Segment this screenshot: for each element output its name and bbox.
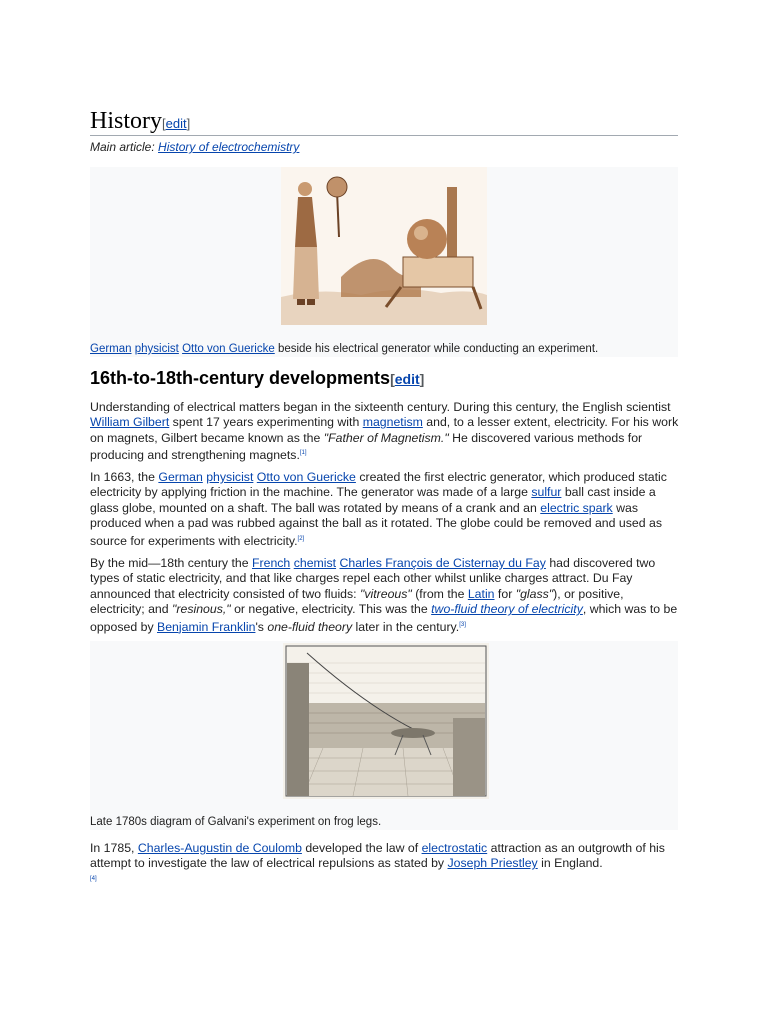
caption-link-physicist[interactable]: physicist bbox=[134, 343, 179, 355]
section-heading-developments bbox=[90, 368, 424, 389]
reference-1[interactable]: [1] bbox=[299, 450, 307, 457]
galvani-illustration[interactable] bbox=[283, 643, 489, 799]
paragraph-gilbert: Understanding of electrical matters began in the sixteenth century. During this century, the English scientist William Gilbert spent 17 years experimenting with magnetism and, to a lesser extent, electricity. For his work on magnets, Gilbert became known as the "Father of Magnetism." He discovered various methods for producing and strengthening magnets.[1] bbox=[90, 400, 679, 463]
link-du-fay[interactable]: Charles François de Cisternay du Fay bbox=[339, 556, 546, 570]
reference-4[interactable]: [4] bbox=[90, 875, 97, 882]
link-coulomb[interactable]: Charles-Augustin de Coulomb bbox=[137, 841, 302, 855]
section-heading-history bbox=[90, 107, 678, 136]
figure-galvani bbox=[90, 641, 678, 830]
figure-caption-galvani: Late 1780s diagram of Galvani's experiment on frog legs. bbox=[90, 816, 382, 828]
paragraph-du-fay: By the mid—18th century the French chemist Charles François de Cisternay du Fay had discovered two types of static electricity, and that like charges repel each other whilst unlike charges attract. Du Fay announced that electricity consisted of two fluids: "vitreous" (from the Latin for "glass"), or positive, electricity; and "resinous," or negative, electricity. This was the two-fluid theory of electricity, which was to be opposed by Benjamin Franklin's one-fluid theory later in the century.[3] bbox=[90, 556, 678, 634]
section-edit-wrapper: [edit] bbox=[390, 371, 425, 387]
page-title: History bbox=[90, 108, 162, 134]
link-sulfur[interactable]: sulfur bbox=[531, 485, 562, 500]
link-chemist[interactable]: chemist bbox=[293, 556, 337, 570]
edit-link[interactable]: edit bbox=[165, 116, 187, 131]
link-two-fluid-theory[interactable]: two-fluid theory of electricity bbox=[431, 602, 583, 617]
link-otto-von-guericke[interactable]: Otto von Guericke bbox=[256, 470, 356, 484]
figure-caption bbox=[90, 343, 598, 355]
main-article-note bbox=[90, 140, 299, 154]
caption-link-guericke[interactable]: Otto von Guericke bbox=[182, 343, 275, 355]
link-german[interactable]: German bbox=[158, 470, 203, 484]
link-joseph-priestley[interactable]: Joseph Priestley bbox=[447, 856, 538, 871]
link-latin[interactable]: Latin bbox=[467, 586, 495, 601]
link-benjamin-franklin[interactable]: Benjamin Franklin bbox=[157, 619, 256, 634]
figure-guericke bbox=[90, 167, 678, 357]
section-title: 16th-to-18th-century developments bbox=[90, 368, 391, 388]
reference-3[interactable]: [3] bbox=[459, 621, 466, 628]
edit-link-wrapper: [edit] bbox=[162, 116, 191, 131]
link-william-gilbert[interactable]: William Gilbert bbox=[90, 415, 170, 430]
caption-text: beside his electrical generator while conducting an experiment. bbox=[274, 343, 599, 355]
reference-2[interactable]: [2] bbox=[297, 535, 305, 542]
link-magnetism[interactable]: magnetism bbox=[362, 415, 423, 430]
section-edit-link[interactable]: edit bbox=[394, 371, 420, 387]
guericke-illustration[interactable] bbox=[281, 167, 487, 325]
link-electrostatic[interactable]: electrostatic bbox=[421, 841, 488, 855]
paragraph-guericke: In 1663, the German physicist Otto von Guericke created the first electric generator, which produced static electricity by applying friction in the machine. The generator was made of a large sulfur ball cast inside a glass globe, mounted on a shaft. The ball was rotated by means of a crank and an electric spark was produced when a pad was rubbed against the ball as it rotated. The globe could be removed and used as source for experiments with electricity.[2] bbox=[90, 470, 667, 548]
caption-link-german[interactable]: German bbox=[90, 343, 132, 355]
link-electric-spark[interactable]: electric spark bbox=[540, 500, 613, 515]
main-article-link[interactable]: History of electrochemistry bbox=[158, 140, 300, 154]
paragraph-coulomb: In 1785, Charles-Augustin de Coulomb developed the law of electrostatic attraction as an outgrowth of his attempt to investigate the law of electrical repulsions as stated by Joseph Priestley in England. [4] bbox=[90, 841, 665, 882]
link-french[interactable]: French bbox=[252, 556, 291, 570]
link-physicist[interactable]: physicist bbox=[206, 470, 254, 484]
main-article-prefix: Main article: bbox=[90, 140, 159, 154]
